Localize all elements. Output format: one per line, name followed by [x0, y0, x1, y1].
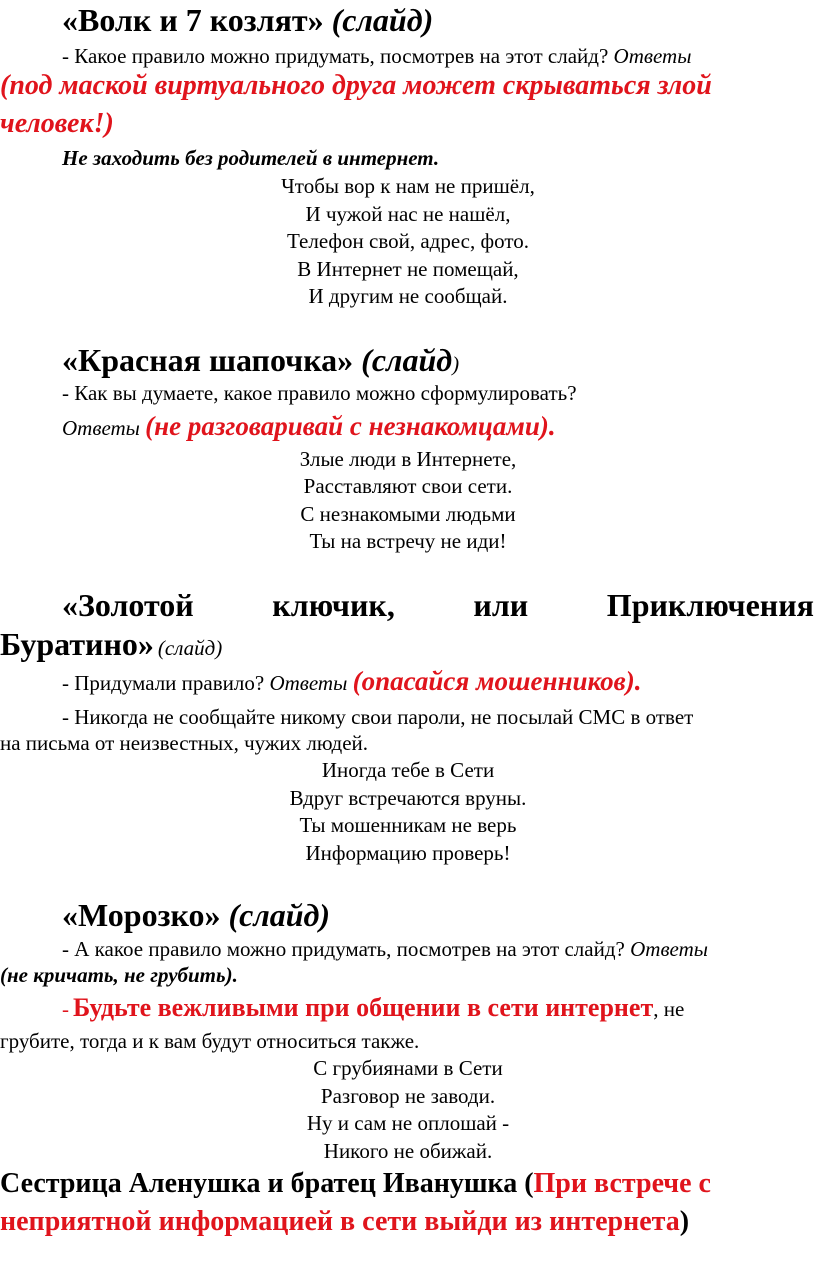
section-alenushka-heading — [0, 1168, 711, 1200]
question-text: - Какое правило можно придумать, посмотрев на этот слайд? — [62, 44, 609, 68]
question-line — [62, 44, 691, 69]
poem-line: С грубиянами в Сети — [313, 1056, 503, 1080]
section-wolf-heading — [62, 2, 433, 39]
answer-text: (не разговаривай с незнакомцами). — [145, 411, 556, 441]
closing-paren: ) — [679, 1206, 690, 1237]
paragraph-line: грубите, тогда и к вам будут относиться также. — [0, 1029, 420, 1053]
section-title: «Морозко» — [62, 897, 221, 933]
section-title: «Волк и 7 козлят» — [62, 2, 324, 38]
rule-dash: - — [62, 997, 69, 1021]
section-red-text: При встрече с — [533, 1168, 711, 1199]
poem-line: С незнакомыми людьми — [300, 502, 516, 526]
section-alenushka-heading-cont — [0, 1206, 689, 1238]
poem-line: Ты мошенникам не верь — [299, 813, 517, 837]
answers-label: Ответы — [62, 416, 140, 440]
question-text: - Придумали правило? — [62, 671, 265, 695]
poem-line: Телефон свой, адрес, фото. — [287, 229, 529, 253]
poem-line: Ты на встречу не иди! — [309, 529, 507, 553]
slide-label: (слайд — [361, 342, 453, 378]
poem-line: Вдруг встречаются вруны. — [289, 786, 527, 810]
poem-line: Разговор не заводи. — [320, 1084, 496, 1108]
section-buratino-heading-cont — [0, 626, 222, 663]
section-red-text: неприятной информацией в сети выйди из интернета — [0, 1206, 680, 1237]
slide-label: (слайд) — [331, 2, 434, 38]
section-title: Буратино» — [0, 626, 154, 662]
poem-line: И другим не сообщай. — [308, 284, 508, 308]
poem-line: Иногда тебе в Сети — [321, 758, 495, 782]
title-word: Приключения — [606, 587, 814, 623]
section-title: «Красная шапочка» — [62, 342, 354, 378]
slide-label-close: ) — [452, 352, 460, 376]
rule-tail: , не — [653, 997, 685, 1021]
answers-label: Ответы — [613, 44, 692, 68]
poem-line: И чужой нас не нашёл, — [305, 202, 511, 226]
answer-line-cont: человек!) — [0, 108, 114, 139]
poem-line: Никого не обижай. — [323, 1139, 493, 1163]
slide-label: (слайд) — [157, 636, 223, 660]
poem-line: Чтобы вор к нам не пришёл, — [281, 174, 535, 198]
poem-line: В Интернет не помещай, — [297, 257, 519, 281]
answers-label: Ответы — [269, 671, 348, 695]
title-word: или — [473, 587, 529, 623]
paragraph-line: - Никогда не сообщайте никому свои пароли, не посылай СМС в ответ — [62, 705, 694, 729]
answer-line: (под маской виртуального друга может скрываться злой — [0, 70, 712, 101]
question-line: - Как вы думаете, какое правило можно сформулировать? — [62, 381, 577, 405]
rule-red-text: Будьте вежливыми при общении в сети интернет — [73, 993, 654, 1022]
title-word: ключик, — [272, 587, 395, 623]
question-text: - А какое правило можно придумать, посмотрев на этот слайд? — [62, 937, 625, 961]
poem-line: Информацию проверь! — [305, 841, 511, 865]
answer-text: (опасайся мошенников). — [352, 666, 642, 696]
question-line — [62, 666, 641, 697]
answers-label: Ответы — [630, 937, 708, 961]
poem-line: Злые люди в Интернете, — [299, 447, 517, 471]
poem-line: Ну и сам не оплошай - — [306, 1111, 510, 1135]
answer-text: (не кричать, не грубить). — [0, 963, 238, 987]
section-red-riding-hood-heading — [62, 342, 459, 379]
paragraph-line: на письма от неизвестных, чужих людей. — [0, 731, 369, 755]
answer-line — [62, 411, 556, 442]
section-buratino-heading — [62, 587, 814, 624]
section-title: Сестрица Аленушка и братец Иванушка ( — [0, 1168, 534, 1199]
title-word: «Золотой — [62, 587, 194, 623]
slide-label: (слайд) — [228, 897, 331, 933]
question-line — [62, 937, 708, 962]
rule-line — [62, 993, 684, 1023]
poem-line: Расставляют свои сети. — [303, 474, 513, 498]
section-morozko-heading — [62, 897, 330, 934]
rule-text: Не заходить без родителей в интернет. — [62, 146, 440, 170]
